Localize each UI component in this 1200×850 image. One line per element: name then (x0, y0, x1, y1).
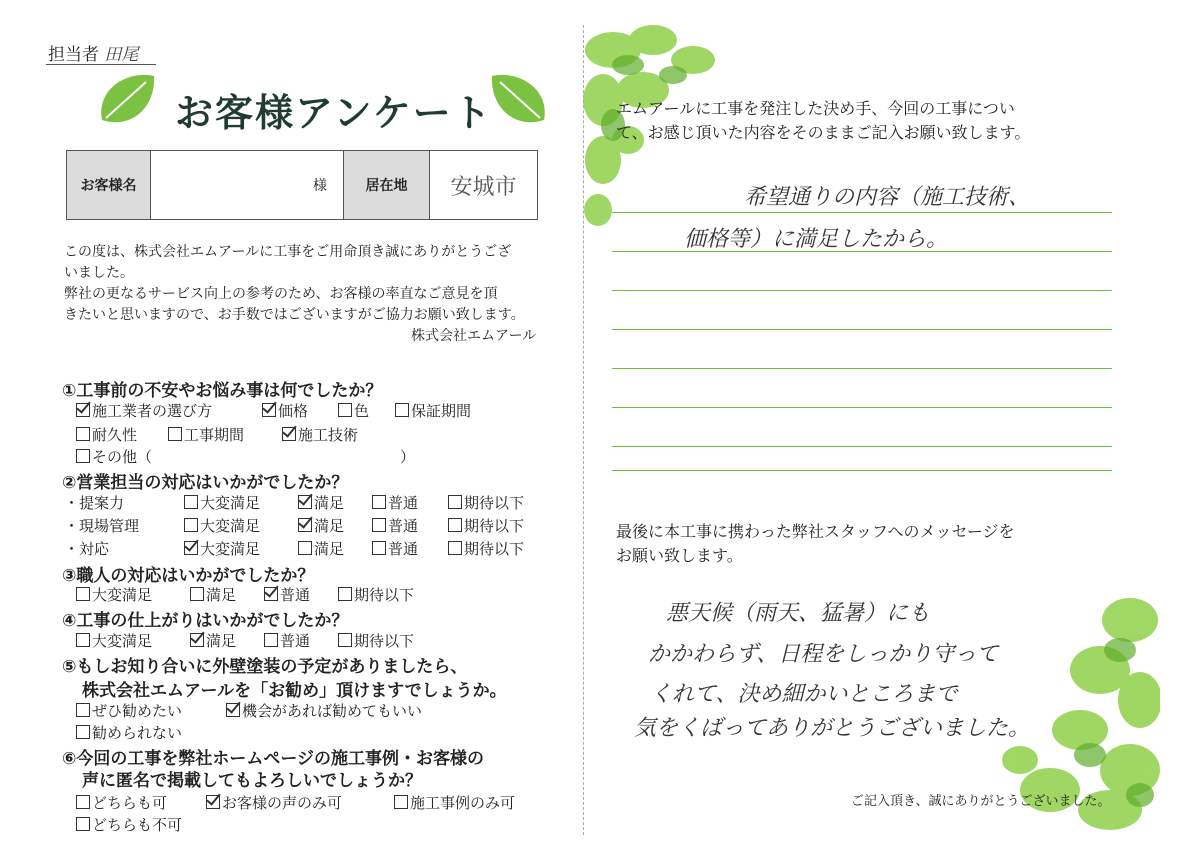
checkbox[interactable] (184, 495, 198, 509)
honorific-text: 様 (313, 178, 327, 194)
staff-label-text: 担当者 (48, 45, 99, 65)
option-label: 普通 (280, 632, 311, 650)
message-answer-line[interactable]: 気をくばってありがとうございました。 (634, 716, 1031, 741)
q1-option[interactable] (76, 400, 212, 421)
q2-title: ②営業担当の対応はいかがでしたか？ (62, 473, 349, 493)
option-label: 期待以下 (354, 586, 415, 604)
message-answer-line[interactable]: 悪天候（雨天、猛暑）にも (666, 601, 931, 626)
option-label: 大変満足 (200, 540, 261, 558)
option-label: 機会があれば勧めてもいい (242, 702, 423, 720)
reason-answer-line[interactable]: 希望通りの内容（施工技術、 (744, 185, 1031, 210)
q2-option[interactable] (448, 538, 524, 559)
intro-line: いました。 (64, 265, 134, 281)
q3-title: ③職人の対応はいかがでしたか？ (62, 566, 315, 586)
page-title: お客様アンケート (175, 91, 493, 135)
message-answer-line[interactable]: くれて、決め細かいところまで (650, 682, 958, 707)
checkbox[interactable] (372, 495, 386, 509)
option-label: どちらも可 (92, 794, 168, 812)
ruled-line (612, 329, 1112, 330)
checkbox[interactable] (76, 795, 90, 809)
q2-option[interactable] (298, 492, 344, 513)
checkbox-checked[interactable] (76, 403, 90, 417)
q5-option[interactable] (76, 700, 182, 721)
checkbox[interactable] (264, 633, 278, 647)
ruled-line (612, 368, 1112, 369)
checkbox[interactable] (76, 725, 90, 739)
intro-line: この度は、株式会社エムアールに工事をご用命頂き誠にありがとうござ (64, 244, 512, 260)
q1-title: ①工事前の不安やお悩み事は何でしたか？ (62, 381, 383, 401)
q6-title-cont: 声に匿名で掲載してもよろしいでしょうか？ (82, 771, 422, 791)
option-label: 期待以下 (464, 540, 525, 558)
q6-option[interactable] (76, 814, 182, 835)
option-label: 普通 (388, 540, 419, 558)
checkbox-checked[interactable] (298, 518, 312, 532)
q5-option[interactable] (76, 722, 182, 743)
intro-line: きたいと思いますので、お手数ではございますがご協力お願い致します。 (64, 307, 525, 323)
customer-name-field[interactable] (151, 151, 344, 219)
customer-info-table (66, 150, 538, 220)
checkbox[interactable] (448, 541, 462, 555)
q1-option[interactable] (76, 424, 137, 445)
checkbox[interactable] (372, 541, 386, 555)
address-label: 居在地 (344, 151, 430, 219)
checkbox[interactable] (394, 795, 408, 809)
staff-name: 田尾 (104, 45, 139, 65)
intro-text (64, 242, 554, 326)
checkbox[interactable] (338, 587, 352, 601)
checkbox-checked[interactable] (298, 495, 312, 509)
checkbox[interactable] (76, 703, 90, 717)
q2-row-label: ・提案力 (64, 494, 125, 512)
checkbox[interactable] (298, 541, 312, 555)
q2-option[interactable] (298, 515, 344, 536)
ruled-line (612, 446, 1112, 447)
q5-title-cont: 株式会社エムアールを「お勧め」頂けますでしょうか。 (82, 681, 507, 701)
option-label: 施工技術 (298, 426, 359, 444)
staff-label (48, 40, 138, 65)
q4-option[interactable] (338, 630, 414, 651)
q1-option[interactable] (282, 424, 358, 445)
option-label: 大変満足 (200, 517, 261, 535)
option-label: 満足 (314, 494, 345, 512)
q2-option[interactable] (298, 538, 344, 559)
q1-option[interactable] (262, 400, 308, 421)
option-label: 満足 (206, 632, 237, 650)
q4-title: ④工事の仕上がりはいかがでしたか？ (62, 611, 349, 631)
checkbox-checked[interactable] (264, 587, 278, 601)
message-prompt (616, 520, 1015, 568)
option-label: その他（ (92, 448, 153, 466)
q2-option[interactable] (184, 492, 260, 513)
q6-option[interactable] (76, 792, 167, 813)
checkbox-checked[interactable] (262, 403, 276, 417)
option-label: 大変満足 (92, 632, 153, 650)
ruled-line (612, 290, 1112, 291)
option-label: 普通 (388, 517, 419, 535)
option-label: 満足 (314, 540, 345, 558)
checkbox[interactable] (76, 587, 90, 601)
option-label: 施工事例のみ可 (410, 794, 516, 812)
checkbox[interactable] (338, 633, 352, 647)
checkbox[interactable] (76, 633, 90, 647)
option-label: 勧められない (92, 724, 183, 742)
q5-title: ⑤もしお知り合いに外壁塗装の予定がありましたら、 (62, 657, 468, 677)
q6-option[interactable] (394, 792, 515, 813)
q4-option[interactable] (264, 630, 310, 651)
checkbox[interactable] (190, 587, 204, 601)
option-label: 普通 (388, 494, 419, 512)
column-divider (583, 25, 584, 835)
message-answer-line[interactable]: かかわらず、日程をしっかり守って (648, 642, 999, 667)
option-label: 大変満足 (92, 586, 153, 604)
q1-option[interactable] (338, 400, 369, 421)
message-prompt-line: お願い致します。 (616, 546, 743, 565)
q3-option[interactable] (264, 584, 310, 605)
checkbox[interactable] (448, 518, 462, 532)
q3-option[interactable] (76, 584, 152, 605)
q2-option[interactable] (372, 515, 418, 536)
q2-row-label: ・対応 (64, 540, 110, 558)
address-field[interactable]: 安城市 (450, 174, 517, 200)
option-label: 工事期間 (184, 426, 245, 444)
checkbox-checked[interactable] (282, 427, 296, 441)
option-label: 期待以下 (354, 632, 415, 650)
q1-option[interactable] (168, 424, 244, 445)
option-label: 価格 (278, 402, 309, 420)
q2-option[interactable] (184, 538, 260, 559)
q6-option[interactable] (206, 792, 342, 813)
thank-you-note: ご記入頂き、誠にありがとうございました。 (851, 794, 1111, 809)
q1-option[interactable] (395, 400, 471, 421)
q2-option[interactable] (372, 492, 418, 513)
reason-answer-line[interactable]: 価格等）に満足したから。 (684, 227, 949, 252)
ruled-line (612, 212, 1112, 213)
checkbox-checked[interactable] (226, 703, 240, 717)
q3-option[interactable] (190, 584, 236, 605)
q1-other-close: ） (400, 448, 416, 466)
ruled-line (612, 407, 1112, 408)
checkbox[interactable] (448, 495, 462, 509)
q2-row-label: ・現場管理 (64, 517, 140, 535)
checkbox[interactable] (372, 518, 386, 532)
leaf-icon-left (96, 70, 158, 132)
option-label: 施工業者の選び方 (92, 402, 213, 420)
q3-option[interactable] (338, 584, 414, 605)
q5-option[interactable] (226, 700, 422, 721)
q4-option[interactable] (76, 630, 152, 651)
checkbox[interactable] (76, 427, 90, 441)
customer-name-label: お客様名 (67, 151, 151, 219)
reason-prompt-line: エムアールに工事を発注した決め手、今回の工事につい (616, 99, 1015, 118)
checkbox-checked[interactable] (184, 541, 198, 555)
option-label: 満足 (206, 586, 237, 604)
checkbox[interactable] (168, 427, 182, 441)
option-label: 保証期間 (411, 402, 472, 420)
option-label: 普通 (280, 586, 311, 604)
option-label: どちらも不可 (92, 816, 183, 834)
checkbox[interactable] (76, 449, 90, 463)
option-label: ぜひ勧めたい (92, 702, 183, 720)
checkbox[interactable] (184, 518, 198, 532)
option-label: お客様の声のみ可 (222, 794, 343, 812)
q6-title: ⑥今回の工事を弊社ホームページの施工事例・お客様の (62, 749, 485, 769)
checkbox[interactable] (76, 817, 90, 831)
q2-option[interactable] (448, 515, 524, 536)
option-label: 色 (354, 402, 370, 420)
option-label: 満足 (314, 517, 345, 535)
checkbox-checked[interactable] (190, 633, 204, 647)
option-label: 耐久性 (92, 426, 138, 444)
reason-prompt-line: て、お感じ頂いた内容をそのままご記入お願い致します。 (616, 123, 1031, 142)
option-label: 大変満足 (200, 494, 261, 512)
staff-underline (46, 64, 156, 65)
checkbox-checked[interactable] (206, 795, 220, 809)
q1-other[interactable] (76, 446, 152, 467)
checkbox[interactable] (395, 403, 409, 417)
leaf-icon-right (488, 70, 550, 132)
q2-option[interactable] (184, 515, 260, 536)
intro-line: 弊社の更なるサービス向上の参考のため、お客様の率直なご意見を頂 (64, 286, 498, 302)
q4-option[interactable] (190, 630, 236, 651)
reason-prompt (616, 97, 1030, 145)
q2-option[interactable] (372, 538, 418, 559)
company-signature: 株式会社エムアール (411, 328, 537, 344)
option-label: 期待以下 (464, 494, 525, 512)
ruled-line (612, 470, 1112, 471)
q2-option[interactable] (448, 492, 524, 513)
checkbox[interactable] (338, 403, 352, 417)
option-label: 期待以下 (464, 517, 525, 535)
message-prompt-line: 最後に本工事に携わった弊社スタッフへのメッセージを (616, 522, 1015, 541)
